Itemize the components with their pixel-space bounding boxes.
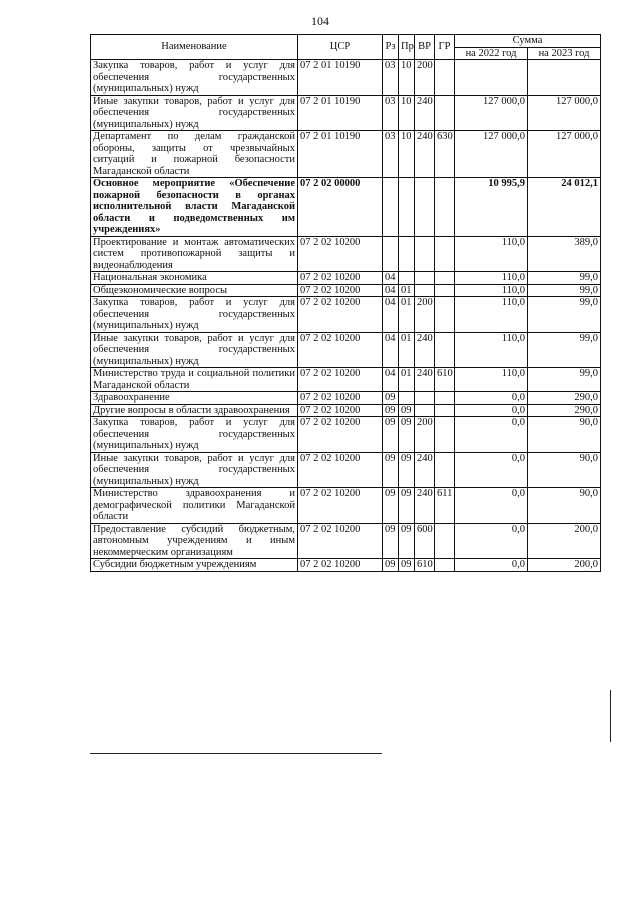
cell-gr — [435, 236, 455, 272]
cell-csr: 07 2 01 10190 — [298, 131, 383, 178]
table-row — [91, 417, 601, 453]
cell-y2022: 110,0 — [455, 332, 528, 368]
page-number: 104 — [311, 14, 329, 28]
cell-name: Иные закупки товаров, работ и услуг для обеспечения государственных (муниципальных) нужд — [91, 452, 298, 488]
table-row — [91, 131, 601, 178]
cell-vr: 200 — [415, 417, 435, 453]
cell-pr: 01 — [399, 284, 415, 297]
cell-vr — [415, 236, 435, 272]
header-gr: ГР — [435, 35, 455, 60]
cell-csr: 07 2 02 10200 — [298, 297, 383, 333]
cell-pr: 10 — [399, 95, 415, 131]
table-row — [91, 404, 601, 417]
cell-y2023: 127 000,0 — [528, 131, 601, 178]
footer-rule — [90, 753, 382, 754]
cell-rz: 09 — [383, 404, 399, 417]
cell-gr: 630 — [435, 131, 455, 178]
header-sum: Сумма — [455, 35, 601, 48]
cell-vr: 240 — [415, 452, 435, 488]
margin-mark — [610, 690, 611, 742]
cell-pr: 10 — [399, 131, 415, 178]
cell-y2022: 127 000,0 — [455, 131, 528, 178]
cell-name: Общеэкономические вопросы — [91, 284, 298, 297]
cell-rz: 09 — [383, 559, 399, 572]
cell-vr: 240 — [415, 95, 435, 131]
cell-vr — [415, 284, 435, 297]
cell-y2023: 290,0 — [528, 404, 601, 417]
cell-vr: 240 — [415, 131, 435, 178]
cell-gr — [435, 392, 455, 405]
cell-gr — [435, 523, 455, 559]
cell-y2022: 110,0 — [455, 368, 528, 392]
cell-y2022: 0,0 — [455, 452, 528, 488]
cell-rz: 04 — [383, 272, 399, 285]
cell-y2023: 99,0 — [528, 272, 601, 285]
cell-csr: 07 2 02 10200 — [298, 404, 383, 417]
cell-vr — [415, 404, 435, 417]
cell-name: Закупка товаров, работ и услуг для обеспечения государственных (муниципальных) нужд — [91, 60, 298, 96]
cell-gr — [435, 417, 455, 453]
cell-csr: 07 2 02 10200 — [298, 368, 383, 392]
cell-vr — [415, 272, 435, 285]
cell-y2023: 99,0 — [528, 284, 601, 297]
table-row — [91, 272, 601, 285]
table-row — [91, 178, 601, 237]
cell-pr — [399, 236, 415, 272]
cell-rz: 04 — [383, 332, 399, 368]
cell-gr — [435, 178, 455, 237]
cell-y2023: 24 012,1 — [528, 178, 601, 237]
header-rz: Рз — [383, 35, 399, 60]
cell-name: Закупка товаров, работ и услуг для обеспечения государственных (муниципальных) нужд — [91, 297, 298, 333]
cell-gr — [435, 297, 455, 333]
cell-y2022: 110,0 — [455, 297, 528, 333]
cell-y2022: 0,0 — [455, 404, 528, 417]
cell-gr — [435, 404, 455, 417]
header-pr: Пр — [399, 35, 415, 60]
cell-y2022: 0,0 — [455, 488, 528, 524]
cell-rz: 03 — [383, 95, 399, 131]
cell-csr: 07 2 02 10200 — [298, 236, 383, 272]
cell-rz: 04 — [383, 368, 399, 392]
cell-csr: 07 2 01 10190 — [298, 60, 383, 96]
cell-gr — [435, 559, 455, 572]
cell-csr: 07 2 02 10200 — [298, 452, 383, 488]
cell-name: Основное мероприятие «Обеспечение пожарной безопасности в органах исполнительной власти Магаданской области и подведомственных им учреждениях» — [91, 178, 298, 237]
header-row — [91, 35, 601, 48]
cell-y2022 — [455, 60, 528, 96]
cell-pr — [399, 392, 415, 405]
cell-pr: 01 — [399, 332, 415, 368]
cell-csr: 07 2 02 10200 — [298, 488, 383, 524]
header-vr: ВР — [415, 35, 435, 60]
cell-vr: 240 — [415, 488, 435, 524]
cell-rz: 04 — [383, 297, 399, 333]
cell-rz: 09 — [383, 523, 399, 559]
table-row — [91, 284, 601, 297]
cell-vr: 200 — [415, 60, 435, 96]
cell-gr — [435, 272, 455, 285]
table-row — [91, 368, 601, 392]
cell-gr — [435, 284, 455, 297]
cell-name: Департамент по делам гражданской обороны, защиты от чрезвычайных ситуаций и пожарной безопасности Магаданской области — [91, 131, 298, 178]
cell-pr: 01 — [399, 368, 415, 392]
table-row — [91, 60, 601, 96]
cell-gr — [435, 452, 455, 488]
cell-y2023: 90,0 — [528, 488, 601, 524]
cell-gr — [435, 95, 455, 131]
header-year-2023: на 2023 год — [528, 47, 601, 60]
cell-y2023: 200,0 — [528, 523, 601, 559]
cell-pr: 09 — [399, 559, 415, 572]
cell-csr: 07 2 02 10200 — [298, 332, 383, 368]
cell-csr: 07 2 02 10200 — [298, 284, 383, 297]
cell-name: Министерство здравоохранения и демографической политики Магаданской области — [91, 488, 298, 524]
cell-pr: 01 — [399, 297, 415, 333]
cell-name: Закупка товаров, работ и услуг для обеспечения государственных (муниципальных) нужд — [91, 417, 298, 453]
table-row — [91, 332, 601, 368]
cell-csr: 07 2 02 10200 — [298, 417, 383, 453]
cell-vr — [415, 178, 435, 237]
cell-gr — [435, 332, 455, 368]
cell-name: Министерство труда и социальной политики Магаданской области — [91, 368, 298, 392]
cell-y2022: 0,0 — [455, 559, 528, 572]
header-csr: ЦСР — [298, 35, 383, 60]
cell-gr — [435, 60, 455, 96]
cell-rz: 04 — [383, 284, 399, 297]
cell-y2022: 110,0 — [455, 236, 528, 272]
cell-rz: 03 — [383, 131, 399, 178]
cell-name: Субсидии бюджетным учреждениям — [91, 559, 298, 572]
cell-vr — [415, 392, 435, 405]
cell-pr: 10 — [399, 60, 415, 96]
cell-y2023: 290,0 — [528, 392, 601, 405]
table-row — [91, 488, 601, 524]
cell-csr: 07 2 02 10200 — [298, 392, 383, 405]
cell-pr: 09 — [399, 452, 415, 488]
cell-vr: 600 — [415, 523, 435, 559]
cell-y2023: 389,0 — [528, 236, 601, 272]
header-year-2022: на 2022 год — [455, 47, 528, 60]
cell-y2023: 200,0 — [528, 559, 601, 572]
cell-name: Предоставление субсидий бюджетным, автономным учреждениям и иным некоммерческим организациям — [91, 523, 298, 559]
cell-y2022: 110,0 — [455, 272, 528, 285]
table-row — [91, 95, 601, 131]
cell-y2022: 0,0 — [455, 392, 528, 405]
cell-rz — [383, 178, 399, 237]
table-row — [91, 236, 601, 272]
cell-pr — [399, 272, 415, 285]
header-name: Наименование — [91, 35, 298, 60]
cell-pr: 09 — [399, 417, 415, 453]
cell-y2023: 90,0 — [528, 417, 601, 453]
cell-y2023: 99,0 — [528, 368, 601, 392]
cell-name: Национальная экономика — [91, 272, 298, 285]
cell-pr: 09 — [399, 488, 415, 524]
cell-pr: 09 — [399, 523, 415, 559]
cell-y2022: 127 000,0 — [455, 95, 528, 131]
table-row — [91, 452, 601, 488]
cell-y2022: 0,0 — [455, 523, 528, 559]
cell-y2023: 90,0 — [528, 452, 601, 488]
cell-csr: 07 2 02 10200 — [298, 559, 383, 572]
cell-csr: 07 2 02 10200 — [298, 272, 383, 285]
table-row — [91, 392, 601, 405]
cell-rz: 09 — [383, 488, 399, 524]
cell-pr — [399, 178, 415, 237]
cell-rz: 09 — [383, 392, 399, 405]
cell-rz: 09 — [383, 417, 399, 453]
cell-name: Иные закупки товаров, работ и услуг для обеспечения государственных (муниципальных) нужд — [91, 95, 298, 131]
table-row — [91, 297, 601, 333]
table-row — [91, 559, 601, 572]
cell-vr: 240 — [415, 368, 435, 392]
cell-rz — [383, 236, 399, 272]
cell-y2023: 127 000,0 — [528, 95, 601, 131]
cell-csr: 07 2 02 00000 — [298, 178, 383, 237]
cell-y2022: 10 995,9 — [455, 178, 528, 237]
cell-y2023 — [528, 60, 601, 96]
cell-name: Иные закупки товаров, работ и услуг для обеспечения государственных (муниципальных) нужд — [91, 332, 298, 368]
cell-name: Здравоохранение — [91, 392, 298, 405]
cell-vr: 200 — [415, 297, 435, 333]
cell-y2023: 99,0 — [528, 297, 601, 333]
cell-name: Другие вопросы в области здравоохранения — [91, 404, 298, 417]
cell-y2023: 99,0 — [528, 332, 601, 368]
cell-gr: 611 — [435, 488, 455, 524]
cell-vr: 240 — [415, 332, 435, 368]
cell-csr: 07 2 02 10200 — [298, 523, 383, 559]
cell-y2022: 0,0 — [455, 417, 528, 453]
cell-rz: 09 — [383, 452, 399, 488]
cell-y2022: 110,0 — [455, 284, 528, 297]
cell-rz: 03 — [383, 60, 399, 96]
cell-name: Проектирование и монтаж автоматических систем противопожарной защиты и видеонаблюдения — [91, 236, 298, 272]
cell-gr: 610 — [435, 368, 455, 392]
table-row — [91, 523, 601, 559]
cell-vr: 610 — [415, 559, 435, 572]
cell-csr: 07 2 01 10190 — [298, 95, 383, 131]
budget-table — [90, 34, 601, 572]
cell-pr: 09 — [399, 404, 415, 417]
